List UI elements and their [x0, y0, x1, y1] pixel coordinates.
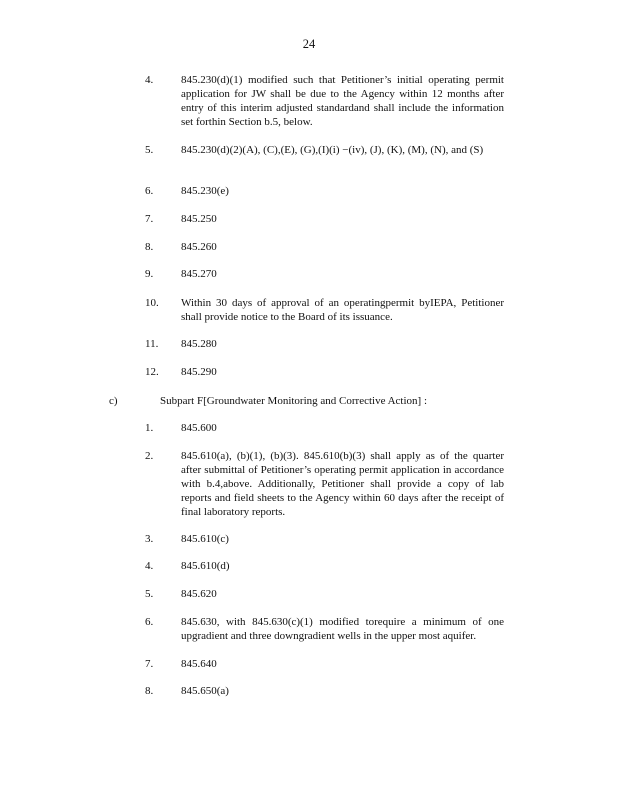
item-number: 7.: [145, 213, 154, 225]
item-number: 10.: [145, 297, 159, 309]
item-text: 845.230(d)(2)(A), (C),(E), (G),(I)(i) −(iv), (J), (K), (M), (N), and (S): [181, 144, 484, 156]
item-number: 4.: [145, 560, 154, 572]
item-text: 845.610(c): [181, 533, 229, 545]
item-text: 845.250: [181, 213, 217, 225]
section-letter: c): [109, 395, 118, 407]
page-number: 24: [302, 37, 316, 51]
item-number: 5.: [145, 588, 154, 600]
item-text: 845.630, with 845.630(c)(1) modified torequire a minimum of one upgradient and three downgradient wells in the upper most aquifer.: [181, 616, 504, 642]
item-text: 845.230(e): [181, 185, 229, 197]
item-text: 845.230(d)(1) modified such that Petitioner’s initial operating permit application for JW shall be due to the Agency within 12 months after entry of this interim adjusted standardand shall include the information set forthin Section b.5, below.: [181, 74, 504, 128]
item-text: 845.610(a), (b)(1), (b)(3). 845.610(b)(3) shall apply as of the quarter after submittal of Petitioner’s operating permit application in accordance with b.4,above. Additionally, Petitioner shall provide a copy of lab reports and field sheets to the Agency within 60 days after the receipt of final laboratory reports.: [181, 450, 504, 518]
item-number: 3.: [145, 533, 154, 545]
item-number: 8.: [145, 685, 154, 697]
item-text: 845.620: [181, 588, 217, 600]
item-number: 8.: [145, 241, 154, 253]
item-text: 845.290: [181, 366, 217, 378]
item-number: 12.: [145, 366, 159, 378]
item-text: 845.650(a): [181, 685, 229, 697]
section-title: Subpart F[Groundwater Monitoring and Corrective Action] :: [160, 395, 428, 407]
item-text: 845.600: [181, 422, 217, 434]
item-text: 845.260: [181, 241, 217, 253]
item-text: 845.610(d): [181, 560, 230, 572]
item-text: Within 30 days of approval of an operatingpermit byIEPA, Petitioner shall provide notice to the Board of its issuance.: [181, 297, 504, 323]
item-number: 6.: [145, 616, 154, 628]
item-number: 1.: [145, 422, 154, 434]
item-number: 6.: [145, 185, 154, 197]
item-number: 11.: [145, 338, 159, 350]
item-text: 845.640: [181, 658, 217, 670]
item-number: 5.: [145, 144, 154, 156]
item-number: 7.: [145, 658, 154, 670]
item-text: 845.280: [181, 338, 217, 350]
item-number: 4.: [145, 74, 154, 86]
item-text: 845.270: [181, 268, 217, 280]
item-number: 2.: [145, 450, 154, 462]
item-number: 9.: [145, 268, 154, 280]
